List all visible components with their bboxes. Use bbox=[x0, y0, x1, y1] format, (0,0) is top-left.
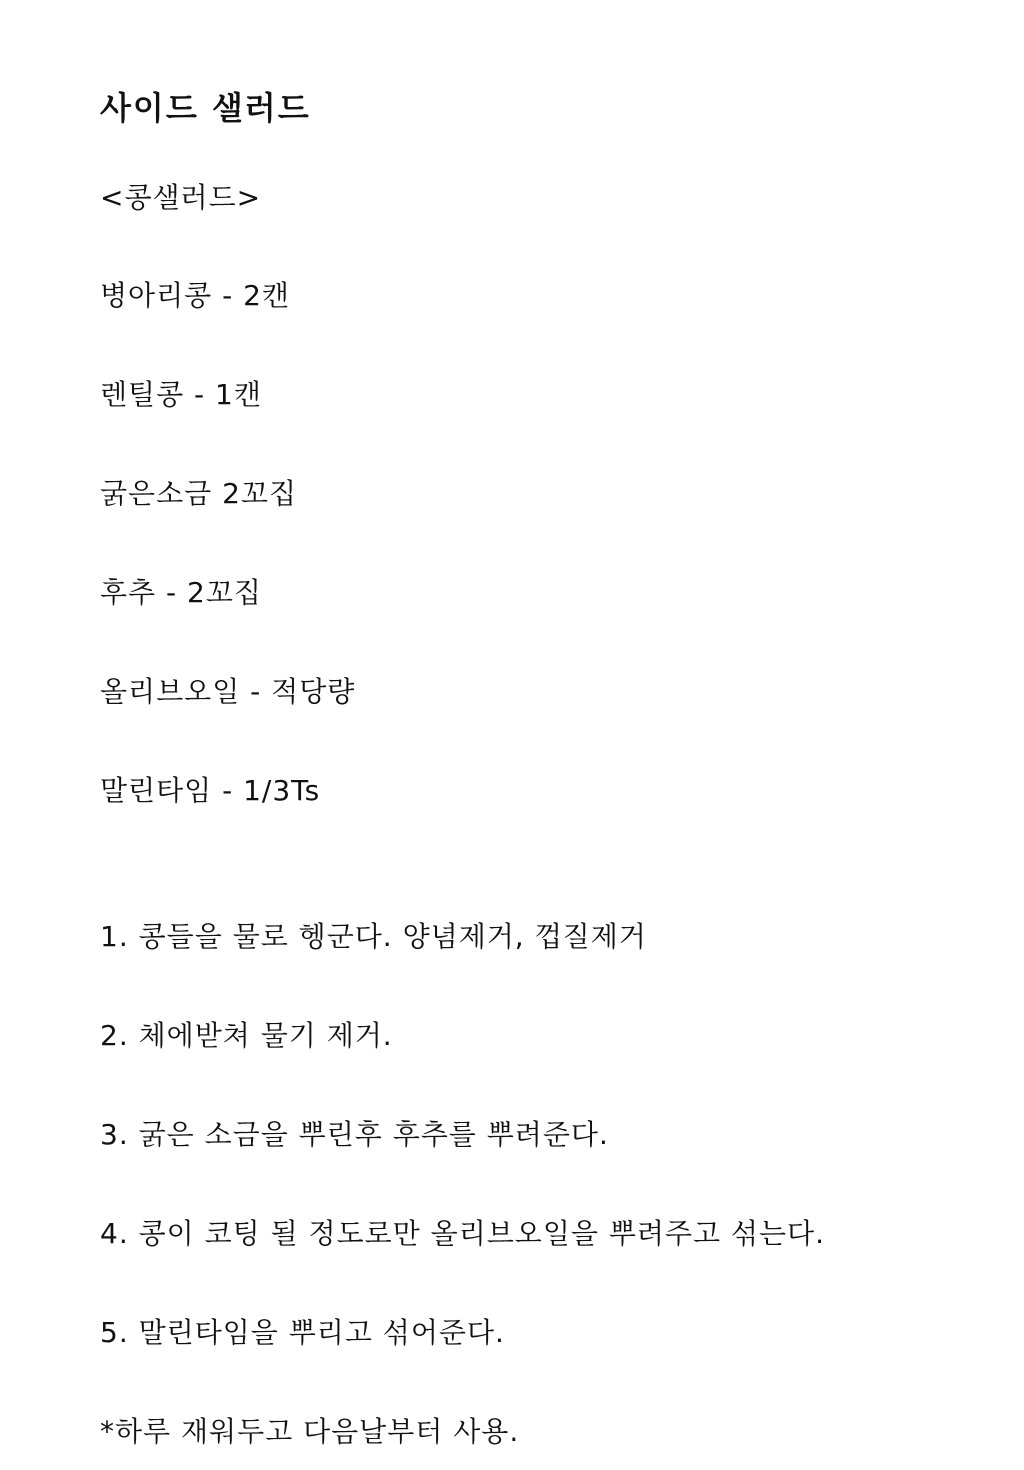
ingredient-item: 말린타임 - 1/3Ts bbox=[100, 774, 321, 807]
ingredient-item: 렌틸콩 - 1캔 bbox=[100, 378, 262, 411]
ingredient-item: 올리브오일 - 적당량 bbox=[100, 675, 356, 708]
step-item: 2. 체에받쳐 물기 제거. bbox=[100, 1019, 393, 1052]
step-item: 3. 굵은 소금을 뿌린후 후추를 뿌려준다. bbox=[100, 1118, 609, 1151]
recipe-title: 사이드 샐러드 bbox=[100, 89, 311, 127]
recipe-subtitle: <콩샐러드> bbox=[100, 181, 262, 214]
step-item: 4. 콩이 코팅 될 정도로만 올리브오일을 뿌려주고 섞는다. bbox=[100, 1217, 825, 1250]
ingredient-item: 굵은소금 2꼬집 bbox=[100, 477, 298, 510]
recipe-note: *하루 재워두고 다음날부터 사용. bbox=[100, 1415, 520, 1448]
step-item: 1. 콩들을 물로 헹군다. 양념제거, 껍질제거 bbox=[100, 920, 647, 953]
ingredient-item: 후추 - 2꼬집 bbox=[100, 576, 262, 609]
step-item: 5. 말린타임을 뿌리고 섞어준다. bbox=[100, 1316, 505, 1349]
ingredient-item: 병아리콩 - 2캔 bbox=[100, 279, 290, 312]
